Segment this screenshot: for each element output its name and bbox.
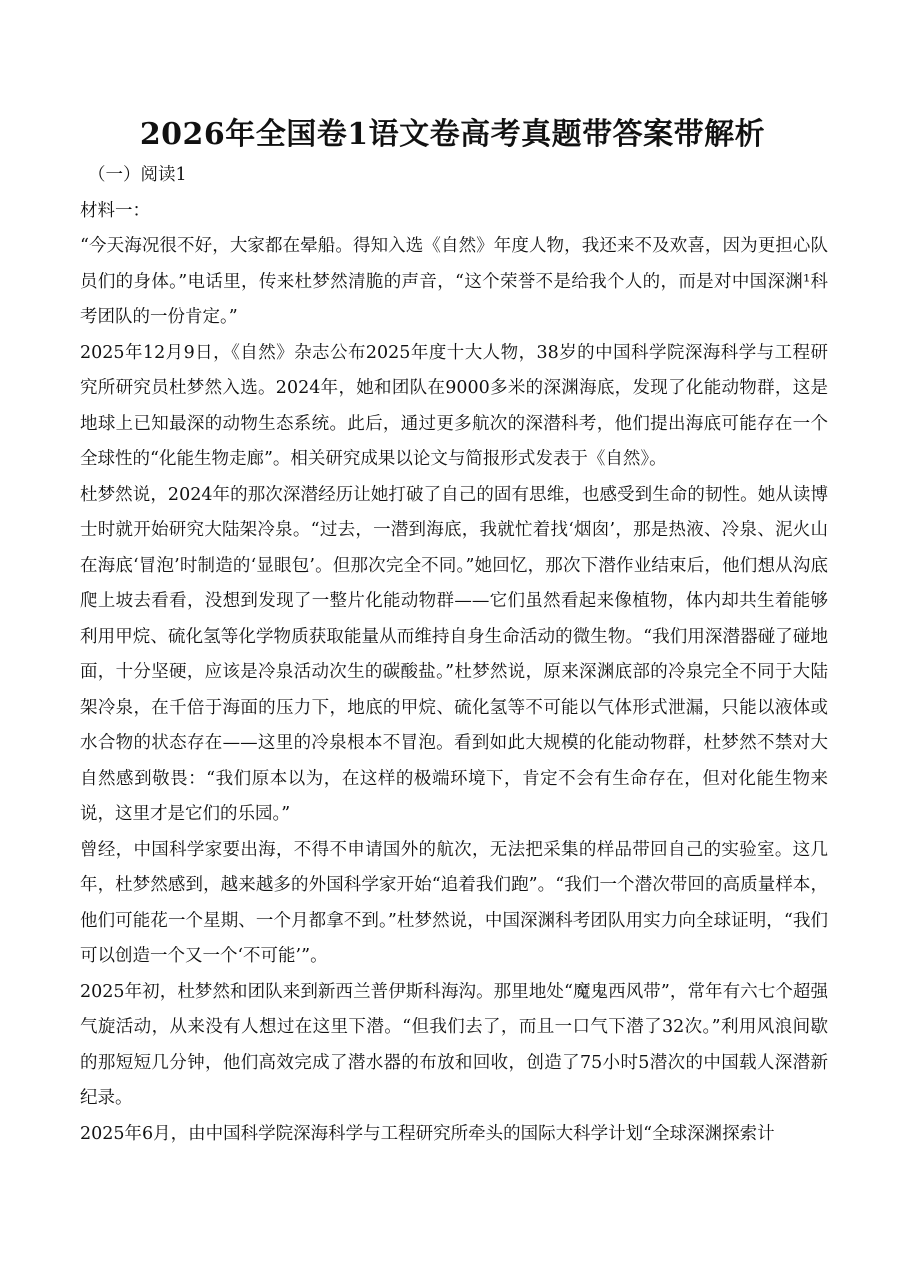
- paragraph-2: 2025年12月9日，《自然》杂志公布2025年度十大人物，38岁的中国科学院深海科学与工程研究所研究员杜梦然入选。2024年，她和团队在9000多米的深渊海底，发现了化能动物群，这是地球上已知最深的动物生态系统。此后，通过更多航次的深潜科考，他们提出海底可能存在一个全球性的“化能生物走廊”。相关研究成果以论文与简报形式发表于《自然》。: [80, 342, 828, 469]
- section-heading: （一）阅读1: [88, 165, 187, 185]
- material-label: 材料一：: [80, 200, 150, 221]
- paragraph-3: 杜梦然说，2024年的那次深潜经历让她打破了自己的固有思维，也感受到生命的韧性。她从读博士时就开始研究大陆架冷泉。“过去，一潜到海底，我就忙着找‘烟囱’，那是热液、冷泉、泥火山在海底‘冒泡’时制造的‘显眼包’。但那次完全不同。”她回忆，那次下潜作业结束后，他们想从沟底爬上坡去看看，没想到发现了一整片化能动物群——它们虽然看起来像植物，体内却共生着能够利用甲烷、硫化氢等化学物质获取能量从而维持自身生命活动的微生物。“我们用深潜器碰了碰地面，十分坚硬，应该是冷泉活动次生的碳酸盐。”杜梦然说，原来深渊底部的冷泉完全不同于大陆架冷泉，在千倍于海面的压力下，地底的甲烷、硫化氢等不可能以气体形式泄漏，只能以液体或水合物的状态存在——这里的冷泉根本不冒泡。看到如此大规模的化能动物群，杜梦然不禁对大自然感到敬畏：“我们原本以为，在这样的极端环境下，肯定不会有生命存在，但对化能生物来说，这里才是它们的乐园。”: [80, 484, 828, 824]
- paragraph-5: 2025年初，杜梦然和团队来到新西兰普伊斯科海沟。那里地处“魔鬼西风带”，常年有六七个超强气旋活动，从来没有人想过在这里下潜。“但我们去了，而且一口气下潜了32次。”利用风浪间歇的那短短几分钟，他们高效完成了潜水器的布放和回收，创造了75小时5潜次的中国载人深潜新纪录。: [80, 981, 828, 1108]
- document-title: 2026年全国卷1语文卷高考真题带答案带解析: [139, 117, 766, 152]
- paragraph-1: “今天海况很不好，大家都在晕船。得知入选《自然》年度人物，我还来不及欢喜，因为更担心队员们的身体。”电话里，传来杜梦然清脆的声音，“这个荣誉不是给我个人的，而是对中国深渊¹科考团队的一份肯定。”: [80, 236, 828, 327]
- paragraph-6: 2025年6月，由中国科学院深海科学与工程研究所牵头的国际大科学计划“全球深渊探索计: [80, 1123, 775, 1144]
- document-body: [80, 158, 828, 1152]
- paragraph-4: 曾经，中国科学家要出海，不得不申请国外的航次，无法把采集的样品带回自己的实验室。这几年，杜梦然感到，越来越多的外国科学家开始“追着我们跑”。“我们一个潜次带回的高质量样本，他们可能花一个星期、一个月都拿不到。”杜梦然说，中国深渊科考团队用实力向全球证明，“我们可以创造一个又一个‘不可能’”。: [80, 839, 828, 966]
